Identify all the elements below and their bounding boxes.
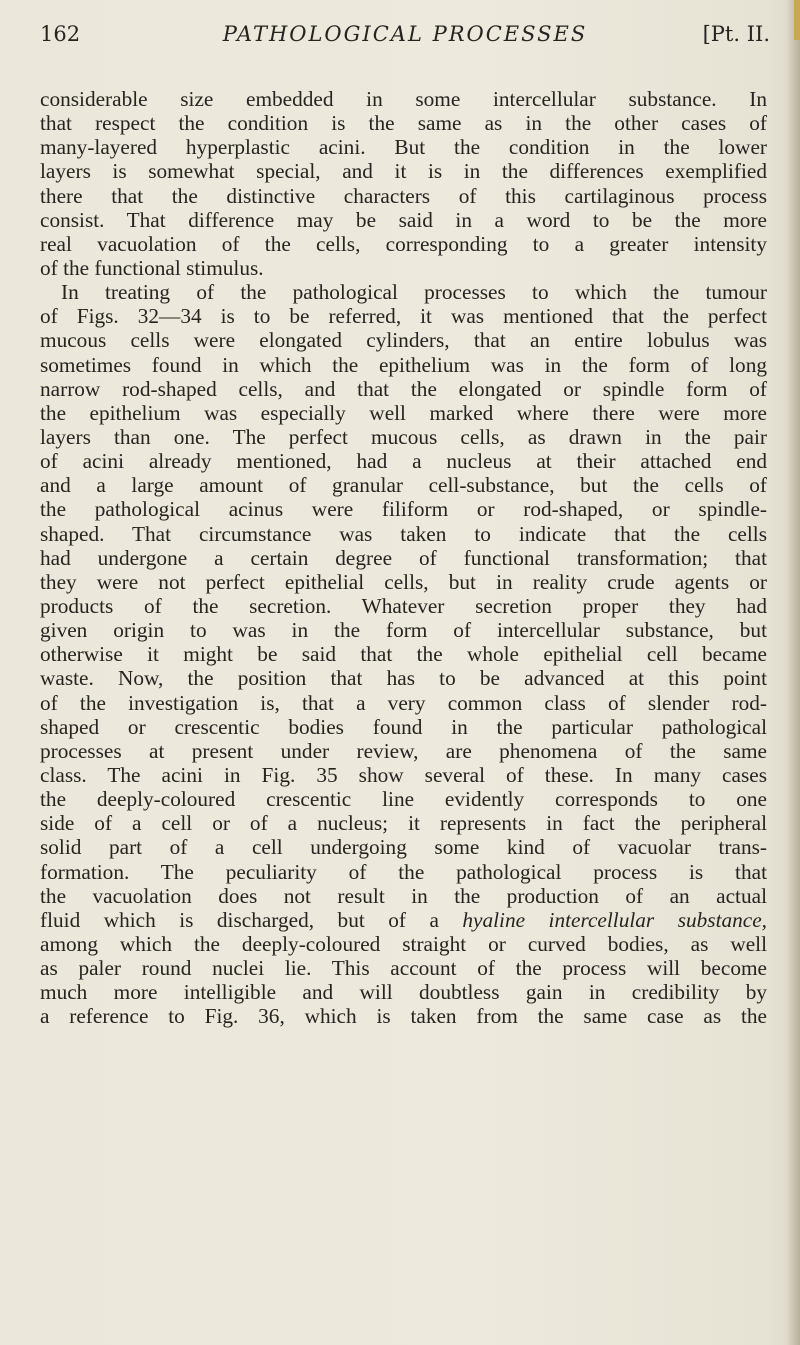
text-line: they were not perfect epithelial cells, but in reality crude agents or [40, 569, 767, 594]
text-line: waste. Now, the position that has to be advanced at this point [40, 666, 767, 691]
text-line: consist. That difference may be said in a word to be the more [40, 207, 767, 232]
text-line-with-italic [40, 908, 767, 932]
text-line: layers than one. The perfect mucous cells, as drawn in the pair [40, 424, 767, 449]
text-line: otherwise it might be said that the whole epithelial cell became [40, 642, 767, 667]
text-line: there that the distinctive characters of this cartilaginous process [40, 183, 767, 208]
text-line: considerable size embedded in some intercellular substance. In [40, 87, 767, 111]
text-line: real vacuolation of the cells, corresponding to a greater intensity [40, 231, 767, 256]
text-line-paragraph-end: of the functional stimulus. [40, 255, 264, 280]
italic-phrase: hyaline intercellular substance, [462, 907, 768, 932]
text-line: of acini already mentioned, had a nucleus at their attached end [40, 449, 767, 474]
text-line: processes at present under review, are phenomena of the same [40, 738, 767, 763]
text-line: solid part of a cell undergoing some kind of vacuolar trans- [40, 835, 767, 860]
text-line: and a large amount of granular cell-substance, but the cells of [40, 473, 767, 498]
text-line: the epithelium was especially well marked where there were more [40, 400, 767, 425]
body-text [40, 87, 767, 1028]
page-number: 162 [40, 22, 81, 46]
text-line: much more intelligible and will doubtless gain in credibility by [40, 980, 767, 1005]
text-line: given origin to was in the form of intercellular substance, but [40, 618, 767, 643]
page-edge-stain [794, 0, 800, 40]
page-header [40, 22, 770, 52]
text-line: the deeply-coloured crescentic line evidently corresponds to one [40, 787, 767, 812]
text-line: the vacuolation does not result in the production of an actual [40, 883, 767, 908]
running-title: PATHOLOGICAL PROCESSES [222, 22, 588, 46]
text-line: of the investigation is, that a very common class of slender rod- [40, 690, 767, 715]
text-line: products of the secretion. Whatever secretion proper they had [40, 593, 767, 618]
text-line: side of a cell or of a nucleus; it represents in fact the peripheral [40, 811, 767, 836]
text-line: had undergone a certain degree of functional transformation; that [40, 545, 767, 570]
text-line: shaped or crescentic bodies found in the particular pathological [40, 714, 767, 739]
text-line: a reference to Fig. 36, which is taken from the same case as the [40, 1004, 767, 1029]
text-line: among which the deeply-coloured straight or curved bodies, as well [40, 931, 767, 956]
text-line: as paler round nuclei lie. This account of the process will become [40, 956, 767, 981]
part-label: [Pt. II. [702, 22, 770, 46]
text-line: shaped. That circumstance was taken to indicate that the cells [40, 521, 767, 546]
text-line: that respect the condition is the same as in the other cases of [40, 111, 767, 136]
text-line: the pathological acinus were filiform or rod-shaped, or spindle- [40, 497, 767, 522]
text-line: layers is somewhat special, and it is in the differences exemplified [40, 159, 767, 184]
text-line: sometimes found in which the epithelium was in the form of long [40, 352, 767, 377]
text-line: many-layered hyperplastic acini. But the condition in the lower [40, 135, 767, 160]
page-edge-shadow [786, 0, 800, 1345]
text-line: mucous cells were elongated cylinders, that an entire lobulus was [40, 328, 767, 353]
text-segment: fluid which is discharged, but of a [40, 907, 439, 932]
text-line: formation. The peculiarity of the pathological process is that [40, 859, 767, 884]
text-line: class. The acini in Fig. 35 show several of these. In many cases [40, 762, 767, 787]
text-line-paragraph-start: In treating of the pathological processes to which the tumour [61, 280, 767, 305]
text-line: of Figs. 32—34 is to be referred, it was mentioned that the perfect [40, 304, 767, 329]
text-line: narrow rod-shaped cells, and that the elongated or spindle form of [40, 376, 767, 401]
